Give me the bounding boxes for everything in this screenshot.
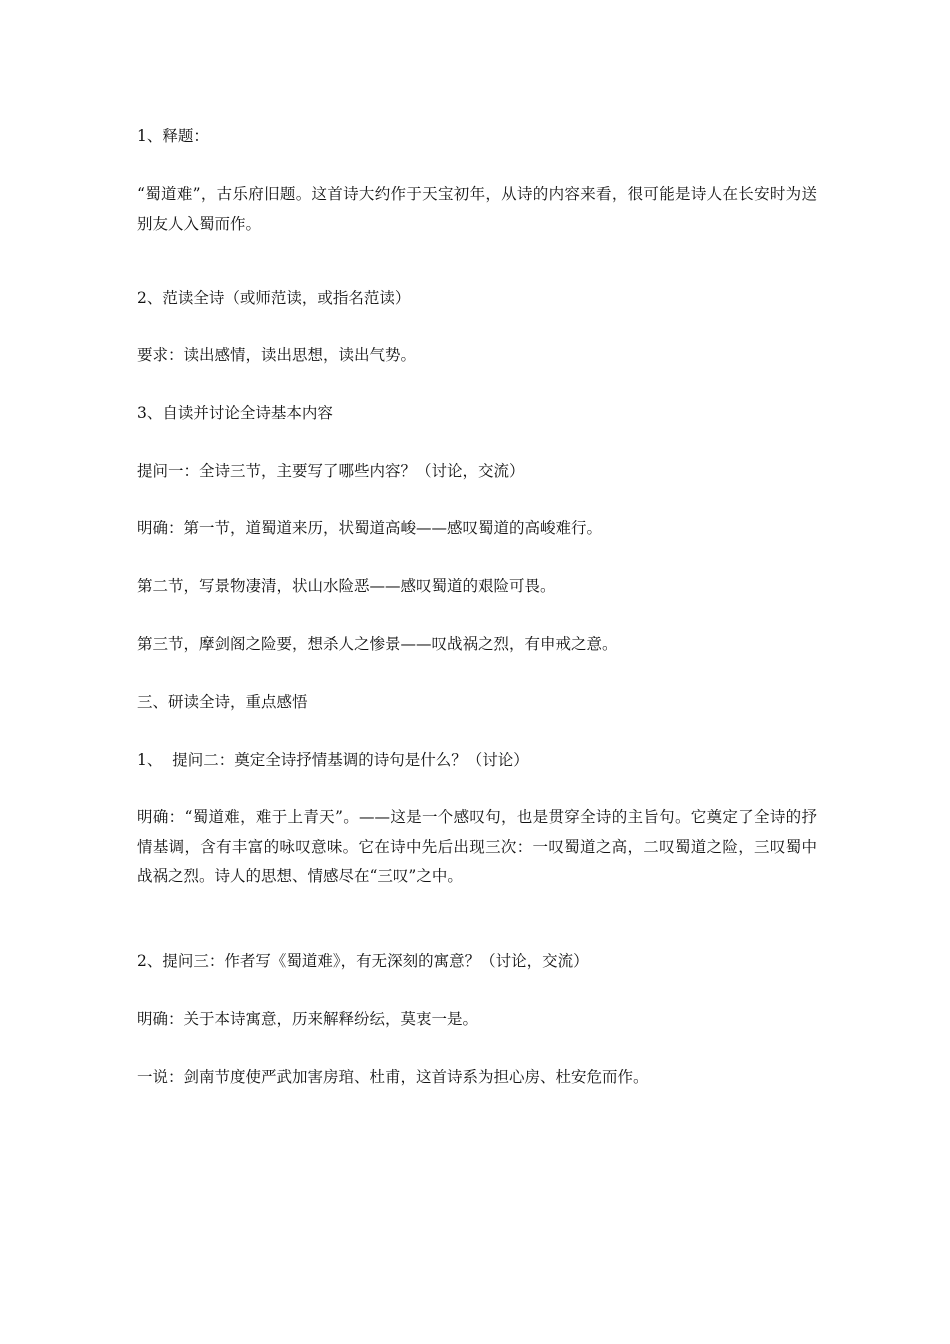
answer-one-section1: 明确：第一节，道蜀道来历，状蜀道高峻——感叹蜀道的高峻难行。	[137, 519, 603, 537]
paragraph-intro: “蜀道难”，古乐府旧题。这首诗大约作于天宝初年，从诗的内容来看，很可能是诗人在长安时为送别友人入蜀而作。	[137, 185, 817, 233]
question-two: 1、 提问二：奠定全诗抒情基调的诗句是什么？（讨论）	[137, 751, 529, 769]
answer-three-view1: 一说：剑南节度使严武加害房琯、杜甫，这首诗系为担心房、杜安危而作。	[137, 1068, 649, 1086]
heading-yandu: 三、研读全诗，重点感悟	[137, 693, 308, 711]
answer-one-section3: 第三节，摩剑阁之险要，想杀人之惨景——叹战祸之烈，有申戒之意。	[137, 635, 618, 653]
heading-shiti: 1、释题：	[137, 127, 209, 145]
answer-one-section2: 第二节，写景物凄清，状山水险恶——感叹蜀道的艰险可畏。	[137, 577, 556, 595]
heading-fandu: 2、范读全诗（或师范读，或指名范读）	[137, 289, 411, 307]
question-three: 2、提问三：作者写《蜀道难》，有无深刻的寓意？（讨论，交流）	[137, 952, 589, 970]
answer-three: 明确：关于本诗寓意，历来解释纷纭，莫衷一是。	[137, 1010, 479, 1028]
question-one: 提问一：全诗三节，主要写了哪些内容？（讨论，交流）	[137, 462, 525, 480]
paragraph-requirement: 要求：读出感情，读出思想，读出气势。	[137, 346, 417, 364]
heading-zidu: 3、自读并讨论全诗基本内容	[137, 404, 333, 422]
answer-two: 明确：“蜀道难，难于上青天”。——这是一个感叹句，也是贯穿全诗的主旨句。它奠定了全诗的抒情基调，含有丰富的咏叹意味。它在诗中先后出现三次：一叹蜀道之高，二叹蜀道之险，三叹蜀中战祸之烈。诗人的思想、情感尽在“三叹”之中。	[137, 808, 817, 885]
